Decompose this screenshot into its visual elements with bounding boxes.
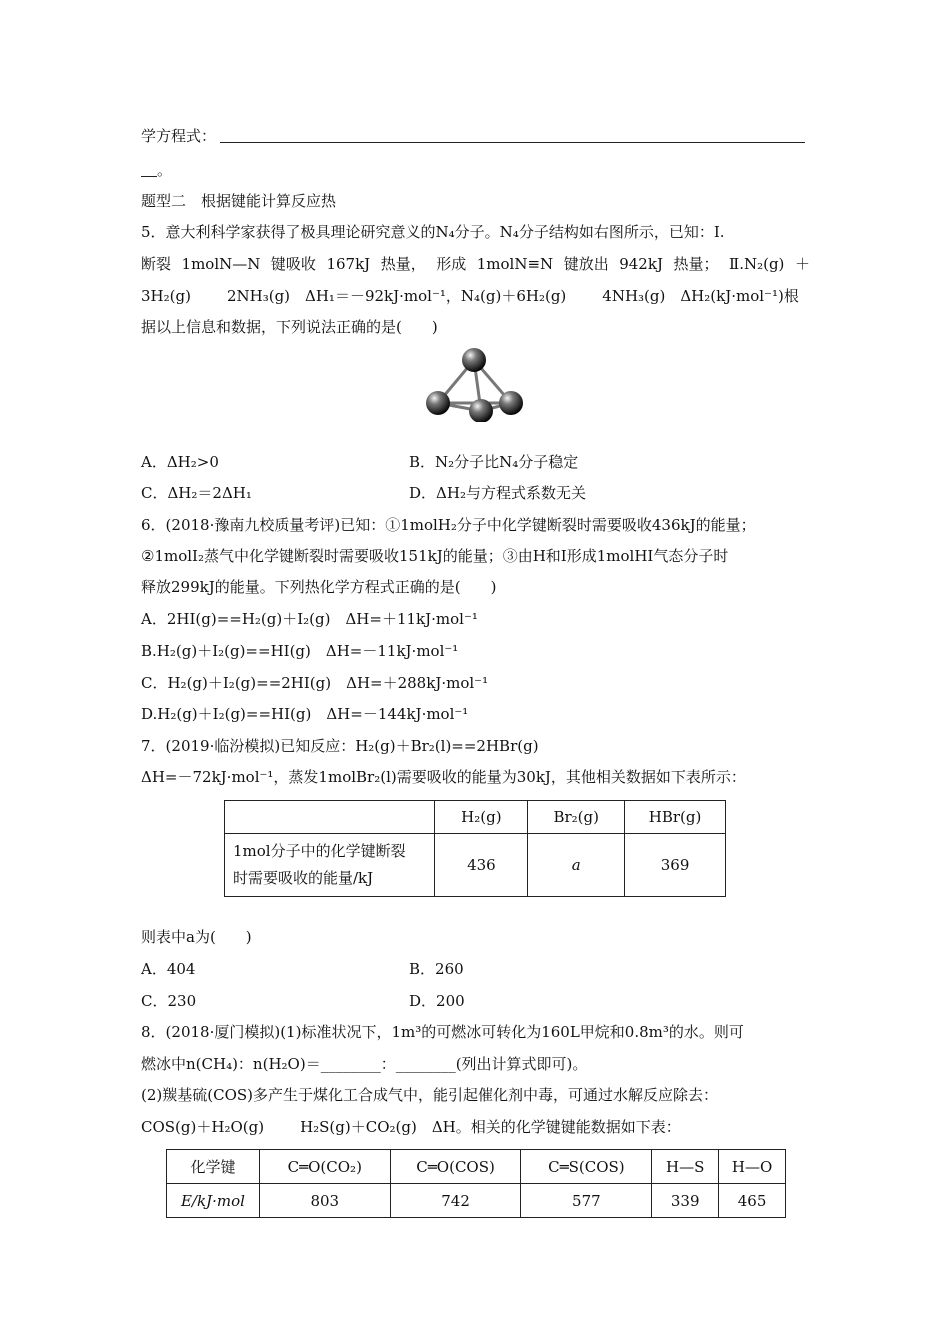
equation-prompt-end [141, 160, 172, 180]
q5-option-a[interactable]: A．ΔH₂>0 [141, 453, 219, 471]
q6-option-a[interactable]: A．2HI(g)==H₂(g)＋I₂(g) ΔH=＋11kJ·mol⁻¹ [141, 610, 478, 628]
q5-word: 热量； [673, 255, 719, 273]
table1-header-empty [225, 801, 435, 834]
atom-front [469, 399, 493, 422]
table2-cell: 742 [390, 1184, 521, 1218]
table1-header-hbr: HBr(g) [625, 801, 726, 834]
bond-energy-table-2 [166, 1149, 786, 1218]
q5-line-3 [141, 286, 799, 306]
table2-header: H—S [652, 1150, 719, 1184]
table2-cell: 803 [259, 1184, 390, 1218]
q7-option-d[interactable]: D．200 [409, 992, 465, 1010]
q5-reactant: 3H₂(g) [141, 287, 191, 305]
q8-line-2: 燃冰中n(CH₄)：n(H₂O)＝________：________(列出计算式即可)。 [141, 1055, 588, 1073]
table2-header: C═O(CO₂) [259, 1150, 390, 1184]
q8-line-3: (2)羰基硫(COS)多产生于煤化工合成气中，能引起催化剂中毒，可通过水解反应除去： [141, 1086, 719, 1104]
q7-option-a[interactable]: A．404 [141, 960, 196, 978]
q5-word: ＋ [794, 255, 810, 273]
q5-word: Ⅱ.N₂(g) [729, 255, 785, 273]
atom-left [426, 391, 450, 415]
q5-line-4: 据以上信息和数据，下列说法正确的是( ) [141, 318, 438, 336]
atom-right [499, 391, 523, 415]
q5-option-b[interactable]: B．N₂分子比N₄分子稳定 [409, 453, 579, 471]
table2-row-label: E/kJ·mol [167, 1184, 260, 1218]
q5-word: 1molN≡N [476, 255, 554, 273]
q5-word: 942kJ [619, 255, 663, 273]
q5-option-c[interactable]: C．ΔH₂＝2ΔH₁ [141, 484, 252, 502]
q5-word: 断裂 [141, 255, 172, 273]
table1-row-label-line1: 1mol分子中的化学键断裂 [233, 842, 406, 860]
n4-molecule-figure [425, 347, 525, 422]
equation-prompt-line [141, 126, 805, 146]
q7-option-c[interactable]: C．230 [141, 992, 197, 1010]
table1-cell-hbr: 369 [625, 834, 726, 897]
q7-line-2: ΔH=－72kJ·mol⁻¹，蒸发1molBr₂(l)需要吸收的能量为30kJ，其他相关数据如下表所示： [141, 768, 746, 786]
table2-cell: 465 [719, 1184, 786, 1218]
table1-row-label [225, 834, 435, 897]
q5-word: 热量， [380, 255, 426, 273]
table1-cell-h2: 436 [435, 834, 528, 897]
q5-word: 键放出 [563, 255, 609, 273]
q7-option-b[interactable]: B．260 [409, 960, 464, 978]
q5-line-2 [141, 254, 810, 274]
q6-line-2: ②1molI₂蒸气中化学键断裂时需要吸收151kJ的能量；③由H和I形成1molHI气态分子时 [141, 547, 729, 565]
table2-cell: 577 [521, 1184, 652, 1218]
table1-row-label-line2: 时需要吸收的能量/kJ [233, 869, 374, 887]
table1-header-br2: Br₂(g) [528, 801, 625, 834]
q6-option-c[interactable]: C．H₂(g)＋I₂(g)==2HI(g) ΔH=＋288kJ·mol⁻¹ [141, 674, 489, 692]
q6-line-1: 6．(2018·豫南九校质量考评)已知：①1molH₂分子中化学键断裂时需要吸收436kJ的能量； [141, 516, 756, 534]
q8-products: H₂S(g)＋CO₂(g) ΔH。相关的化学键键能数据如下表： [300, 1118, 681, 1136]
table2-cell: 339 [652, 1184, 719, 1218]
q8-line-1: 8．(2018·厦门模拟)(1)标准状况下，1m³的可燃冰可转化为160L甲烷和0.8m³的水。则可 [141, 1023, 744, 1041]
q7-line-1: 7．(2019·临汾模拟)已知反应：H₂(g)＋Br₂(l)==2HBr(g) [141, 737, 539, 755]
equation-prompt-label: 学方程式： [141, 127, 217, 145]
q6-option-d[interactable]: D.H₂(g)＋I₂(g)==HI(g) ΔH=－144kJ·mol⁻¹ [141, 705, 469, 723]
section-heading: 题型二 根据键能计算反应热 [141, 192, 337, 210]
q8-reactants: COS(g)＋H₂O(g) [141, 1118, 265, 1136]
q5-word: 167kJ [326, 255, 371, 273]
atom-top [462, 348, 486, 372]
answer-blank[interactable] [220, 126, 805, 143]
q5-equation: 2NH₃(g) ΔH₁＝－92kJ·mol⁻¹，N₄(g)＋6H₂(g) [226, 287, 567, 305]
q8-line-4 [141, 1117, 681, 1137]
q5-word: 键吸收 [270, 255, 316, 273]
period: 。 [157, 161, 173, 179]
q5-option-d[interactable]: D．ΔH₂与方程式系数无关 [409, 484, 586, 502]
bond-energy-table-1 [224, 800, 726, 897]
q6-line-3: 释放299kJ的能量。下列热化学方程式正确的是( ) [141, 578, 497, 596]
answer-blank-tail[interactable] [141, 162, 157, 177]
table2-header: C═O(COS) [390, 1150, 521, 1184]
q5-word: 形成 [436, 255, 467, 273]
q6-option-b[interactable]: B.H₂(g)＋I₂(g)==HI(g) ΔH=－11kJ·mol⁻¹ [141, 642, 459, 660]
q7-question: 则表中a为( ) [141, 928, 252, 946]
table1-header-h2: H₂(g) [435, 801, 528, 834]
table2-header: C═S(COS) [521, 1150, 652, 1184]
q5-word: 1molN—N [181, 255, 261, 273]
table2-header: 化学键 [167, 1150, 260, 1184]
table2-header: H—O [719, 1150, 786, 1184]
table1-cell-br2: a [528, 834, 625, 897]
q5-line-1: 5．意大利科学家获得了极具理论研究意义的N₄分子。N₄分子结构如右图所示，已知：Ⅰ. [141, 223, 725, 241]
q5-equation-2: 4NH₃(g) ΔH₂(kJ·mol⁻¹)根 [602, 287, 799, 305]
